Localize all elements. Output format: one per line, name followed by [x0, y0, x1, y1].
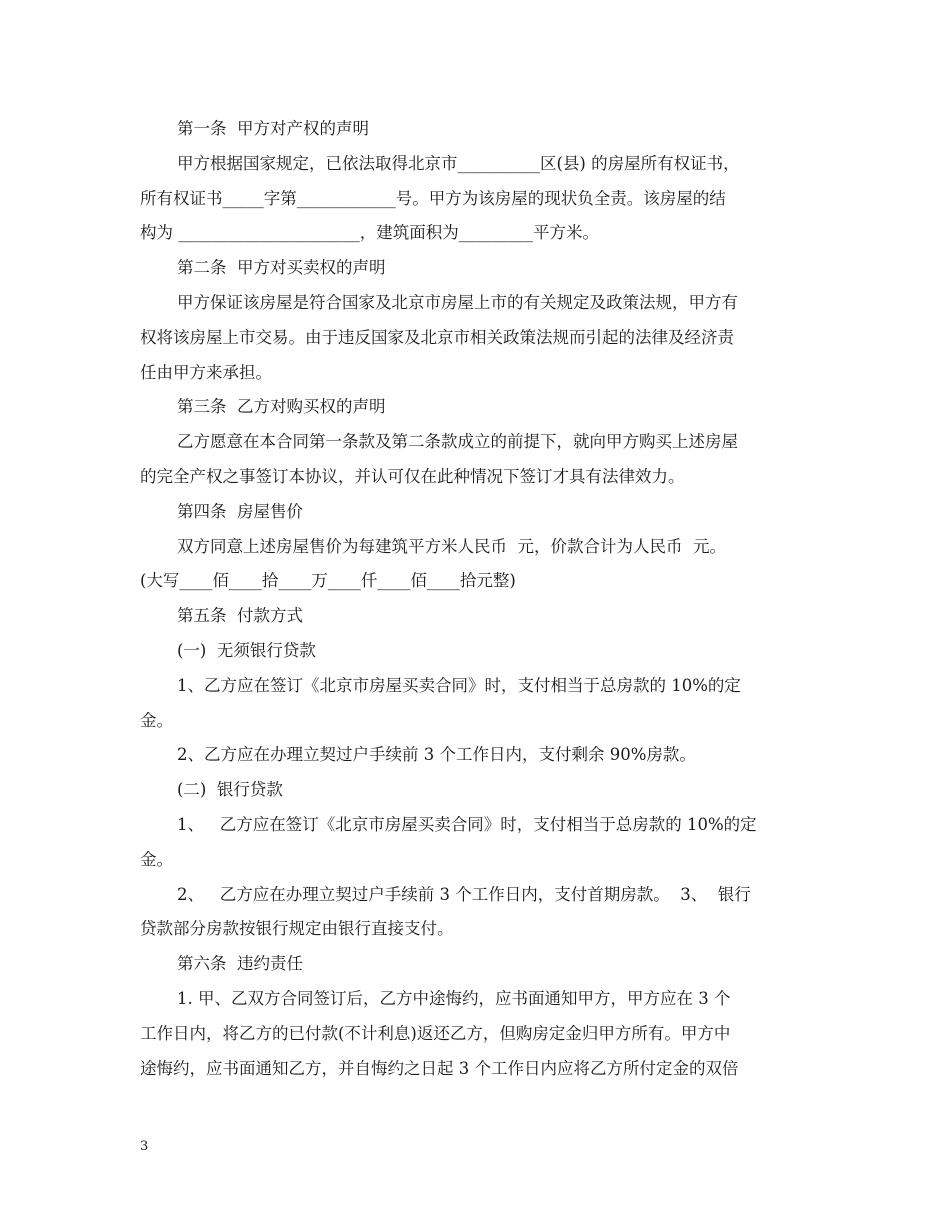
- text-line: 1、乙方应在签订《北京市房屋买卖合同》时，支付相当于总房款的 10%的定: [177, 675, 741, 695]
- document-page: [140, 112, 812, 1086]
- text-line: (大写____佰____拾____万____仟____佰____拾元整): [140, 571, 516, 591]
- text-line: 权将该房屋上市交易。由于违反国家及北京市相关政策法规而引起的法律及经济责: [140, 327, 734, 347]
- page-number: 3: [140, 1139, 149, 1154]
- text-line: 构为 ______________________，建筑面积为_________平方米。: [140, 223, 599, 243]
- text-line: 任由甲方来承担。: [140, 362, 272, 382]
- text-line: (一) 无须银行贷款: [177, 640, 316, 660]
- text-line: 第四条 房屋售价: [177, 501, 303, 521]
- text-line: 工作日内，将乙方的已付款(不计利息)返还乙方，但购房定金归甲方所有。甲方中: [140, 1023, 731, 1043]
- text-line: 双方同意上述房屋售价为每建筑平方米人民币 元，价款合计为人民币 元。: [177, 536, 726, 556]
- text-line: 2、乙方应在办理立契过户手续前 3 个工作日内，支付剩余 90%房款。: [177, 745, 696, 765]
- text-line: 金。: [140, 710, 173, 730]
- text-line: 第六条 违约责任: [177, 954, 303, 974]
- text-line: 甲方根据国家规定，已依法取得北京市__________区(县) 的房屋所有权证书，: [177, 153, 740, 173]
- text-line: 第二条 甲方对买卖权的声明: [177, 258, 386, 278]
- text-line: 乙方愿意在本合同第一条款及第二条款成立的前提下，就向甲方购买上述房屋: [177, 432, 738, 452]
- text-line: 第五条 付款方式: [177, 606, 303, 626]
- text-line: 2、 乙方应在办理立契过户手续前 3 个工作日内，支付首期房款。 3、 银行: [177, 884, 751, 904]
- text-line: 的完全产权之事签订本协议，并认可仅在此种情况下签订才具有法律效力。: [140, 466, 685, 486]
- text-line: 第一条 甲方对产权的声明: [177, 119, 369, 138]
- document-body: [140, 112, 812, 1086]
- text-line: 1. 甲、乙双方合同签订后，乙方中途悔约，应书面通知甲方，甲方应在 3 个: [177, 988, 731, 1008]
- text-line: (二) 银行贷款: [177, 780, 283, 800]
- text-line: 途悔约，应书面通知乙方，并自悔约之日起 3 个工作日内应将乙方所付定金的双倍: [140, 1058, 739, 1078]
- text-line: 贷款部分房款按银行规定由银行直接支付。: [140, 919, 454, 939]
- text-line: 1、 乙方应在签订《北京市房屋买卖合同》时，支付相当于总房款的 10%的定: [177, 814, 757, 834]
- text-line: 甲方保证该房屋是符合国家及北京市房屋上市的有关规定及政策法规，甲方有: [177, 292, 738, 312]
- text-line: 第三条 乙方对购买权的声明: [177, 397, 386, 417]
- text-line: 金。: [140, 849, 173, 869]
- text-line: 所有权证书_____字第____________号。甲方为该房屋的现状负全责。该房屋的结: [140, 188, 726, 208]
